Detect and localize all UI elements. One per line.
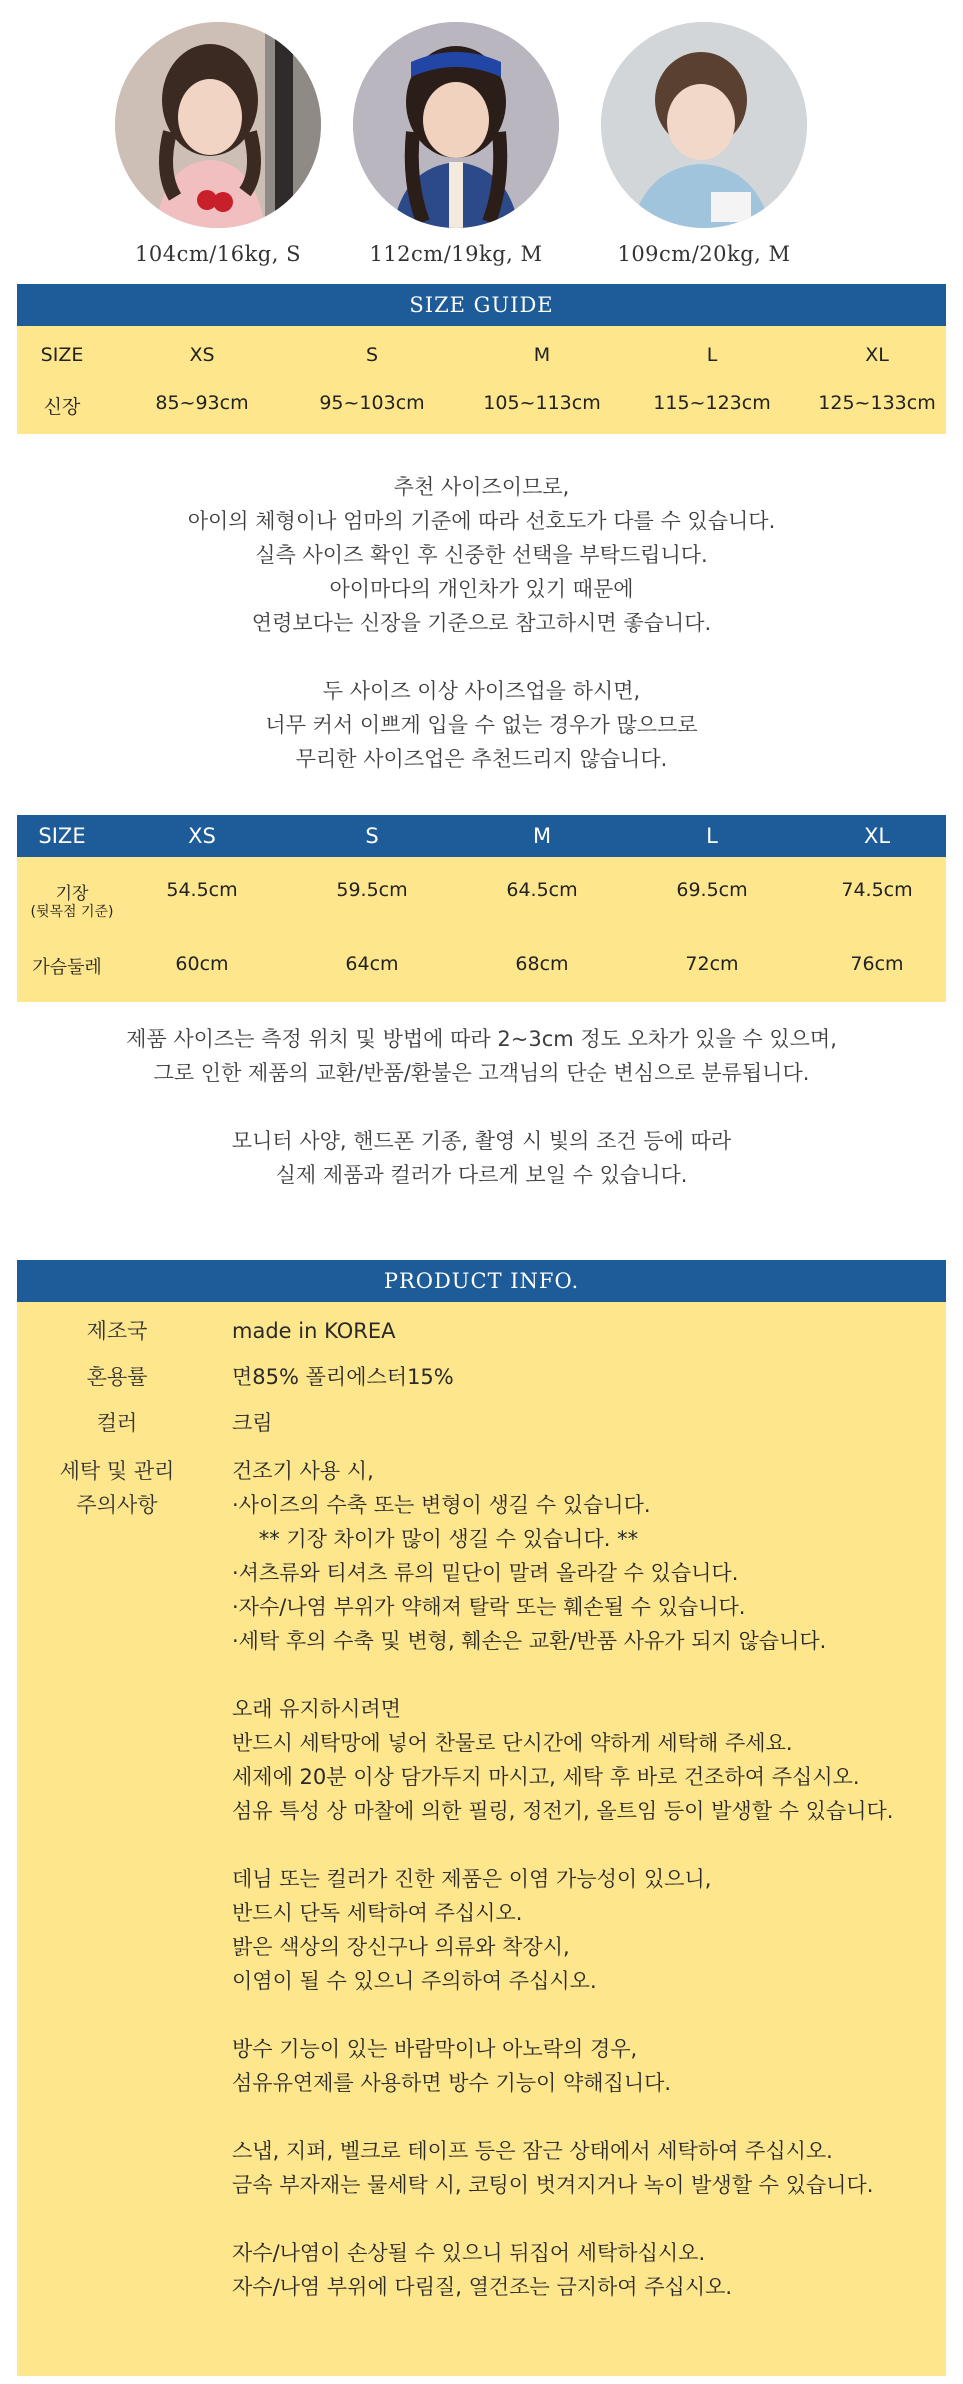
measure-chest-xl: 76cm	[850, 953, 904, 975]
care-line: ** 기장 차이가 많이 생길 수 있습니다. **	[232, 1527, 639, 1551]
size-guide-header-label: SIZE	[40, 344, 84, 366]
model-2	[346, 22, 566, 266]
recommend-line: 두 사이즈 이상 사이즈업을 하시면,	[322, 679, 641, 703]
measure-chest-m: 68cm	[515, 953, 569, 975]
measure-length-l: 69.5cm	[676, 879, 748, 901]
care-line	[232, 1998, 963, 2032]
model-caption-2: 112cm/19kg, M	[369, 242, 543, 266]
care-line: 스냅, 지퍼, 벨크로 테이프 등은 잠근 상태에서 세탁하여 주십시오.	[232, 2139, 833, 2163]
blend-value: 면85% 폴리에스터15%	[232, 1365, 454, 1389]
care-label-line-1: 세탁 및 관리	[59, 1459, 175, 1483]
made-label: 제조국	[86, 1319, 148, 1343]
care-line	[232, 2202, 963, 2236]
recommend-notice	[0, 470, 963, 776]
care-instructions	[232, 1454, 963, 2304]
size-guide-size-l: L	[706, 344, 718, 366]
measure-length-s: 59.5cm	[336, 879, 408, 901]
care-line: 이염이 될 수 있으니 주의하여 주십시오.	[232, 1969, 597, 1993]
notice-line: 제품 사이즈는 측정 위치 및 방법에 따라 2~3cm 정도 오차가 있을 수 있으며,	[126, 1027, 837, 1051]
size-guide-table	[17, 326, 946, 434]
care-line: 반드시 단독 세탁하여 주십시오.	[232, 1901, 523, 1925]
recommend-line: 무리한 사이즈업은 추천드리지 않습니다.	[295, 747, 668, 771]
made-value: made in KOREA	[232, 1319, 396, 1343]
care-line: ·셔츠류와 티셔츠 류의 밑단이 말려 올라갈 수 있습니다.	[232, 1561, 739, 1585]
care-line: 섬유유연제를 사용하면 방수 기능이 약해집니다.	[232, 2071, 672, 2095]
care-line	[232, 1828, 963, 1862]
model-photos	[0, 22, 963, 272]
model-photo-2	[353, 22, 559, 228]
measure-chest-l: 72cm	[685, 953, 739, 975]
size-guide-title: SIZE GUIDE	[409, 293, 554, 317]
recommend-line: 아이의 체형이나 엄마의 기준에 따라 선호도가 다를 수 있습니다.	[187, 509, 776, 533]
color-value: 크림	[232, 1411, 273, 1435]
model-photo-3	[601, 22, 807, 228]
notice-line: 실제 제품과 컬러가 다르게 보일 수 있습니다.	[275, 1163, 688, 1187]
size-guide-size-m: M	[533, 344, 551, 366]
care-line: ·사이즈의 수축 또는 변형이 생길 수 있습니다.	[232, 1493, 651, 1517]
care-label-line-2: 주의사항	[76, 1493, 158, 1517]
recommend-line: 추천 사이즈이므로,	[393, 475, 570, 499]
size-guide-size-s: S	[365, 344, 379, 366]
product-info-header	[17, 1260, 946, 1302]
measure-chest-label: 가슴둘레	[32, 957, 102, 978]
care-line	[232, 1658, 963, 1692]
recommend-line: 실측 사이즈 확인 후 신중한 선택을 부탁드립니다.	[255, 543, 708, 567]
care-line: ·자수/나염 부위가 약해져 탈락 또는 훼손될 수 있습니다.	[232, 1595, 746, 1619]
measure-table	[17, 857, 946, 1002]
care-line: 자수/나염 부위에 다림질, 열건조는 금지하여 주십시오.	[232, 2275, 733, 2299]
model-3	[594, 22, 814, 266]
notice-line: 모니터 사양, 핸드폰 기종, 촬영 시 빛의 조건 등에 따라	[231, 1129, 732, 1153]
size-guide-size-xl: XL	[865, 344, 889, 366]
notice-line: 그로 인한 제품의 교환/반품/환불은 고객님의 단순 변심으로 분류됩니다.	[153, 1061, 810, 1085]
care-line: 오래 유지하시려면	[232, 1697, 401, 1721]
measure-table-header	[17, 815, 946, 857]
model-caption-3: 109cm/20kg, M	[617, 242, 791, 266]
size-guide-height-xs: 85~93cm	[155, 392, 249, 414]
measure-header-s: S	[365, 824, 379, 848]
care-line: 세제에 20분 이상 담가두지 마시고, 세탁 후 바로 건조하여 주십시오.	[232, 1765, 860, 1789]
measure-length-label: 기장	[55, 884, 89, 904]
measure-length-xs: 54.5cm	[166, 879, 238, 901]
care-line: 반드시 세탁망에 넣어 찬물로 단시간에 약하게 세탁해 주세요.	[232, 1731, 793, 1755]
model-caption-1: 104cm/16kg, S	[135, 242, 301, 266]
color-label: 컬러	[96, 1411, 138, 1435]
care-line: 금속 부자재는 물세탁 시, 코팅이 벗겨지거나 녹이 발생할 수 있습니다.	[232, 2173, 874, 2197]
notice-line	[0, 1090, 963, 1124]
blend-label: 혼용률	[86, 1365, 148, 1389]
recommend-line: 연령보다는 신장을 기준으로 참고하시면 좋습니다.	[251, 611, 712, 635]
care-line	[232, 2100, 963, 2134]
measure-length-m: 64.5cm	[506, 879, 578, 901]
measure-length-sublabel: (뒷목점 기준)	[30, 904, 114, 920]
size-guide-size-xs: XS	[189, 344, 215, 366]
recommend-line: 아이마다의 개인차가 있기 때문에	[329, 577, 634, 601]
measure-header-xl: XL	[863, 824, 891, 848]
measure-header-m: M	[532, 824, 552, 848]
care-line: 데님 또는 컬러가 진한 제품은 이염 가능성이 있으니,	[232, 1867, 712, 1891]
measure-chest-s: 64cm	[345, 953, 399, 975]
size-guide-height-xl: 125~133cm	[818, 392, 936, 414]
care-line: 섬유 특성 상 마찰에 의한 필링, 정전기, 올트임 등이 발생할 수 있습니다.	[232, 1799, 894, 1823]
size-guide-header	[17, 284, 946, 326]
size-notice	[0, 1022, 963, 1192]
model-photo-1	[115, 22, 321, 228]
recommend-line	[0, 640, 963, 674]
recommend-line: 너무 커서 이쁘게 입을 수 없는 경우가 많으므로	[265, 713, 698, 737]
size-guide-height-s: 95~103cm	[319, 392, 425, 414]
care-line: 건조기 사용 시,	[232, 1459, 374, 1483]
measure-chest-xs: 60cm	[175, 953, 229, 975]
measure-header-l: L	[706, 824, 718, 848]
care-line: 밝은 색상의 장신구나 의류와 착장시,	[232, 1935, 570, 1959]
size-guide-height-label: 신장	[43, 396, 81, 418]
care-line: ·세탁 후의 수축 및 변형, 훼손은 교환/반품 사유가 되지 않습니다.	[232, 1629, 827, 1653]
measure-header-xs: XS	[188, 824, 216, 848]
size-guide-height-m: 105~113cm	[483, 392, 601, 414]
product-info-panel	[17, 1302, 946, 2376]
size-guide-height-l: 115~123cm	[653, 392, 771, 414]
care-line: 방수 기능이 있는 바람막이나 아노락의 경우,	[232, 2037, 638, 2061]
product-info-title: PRODUCT INFO.	[383, 1269, 580, 1293]
measure-header-size: SIZE	[38, 824, 86, 848]
measure-length-xl: 74.5cm	[841, 879, 913, 901]
care-line: 자수/나염이 손상될 수 있으니 뒤집어 세탁하십시오.	[232, 2241, 706, 2265]
model-1	[108, 22, 328, 266]
